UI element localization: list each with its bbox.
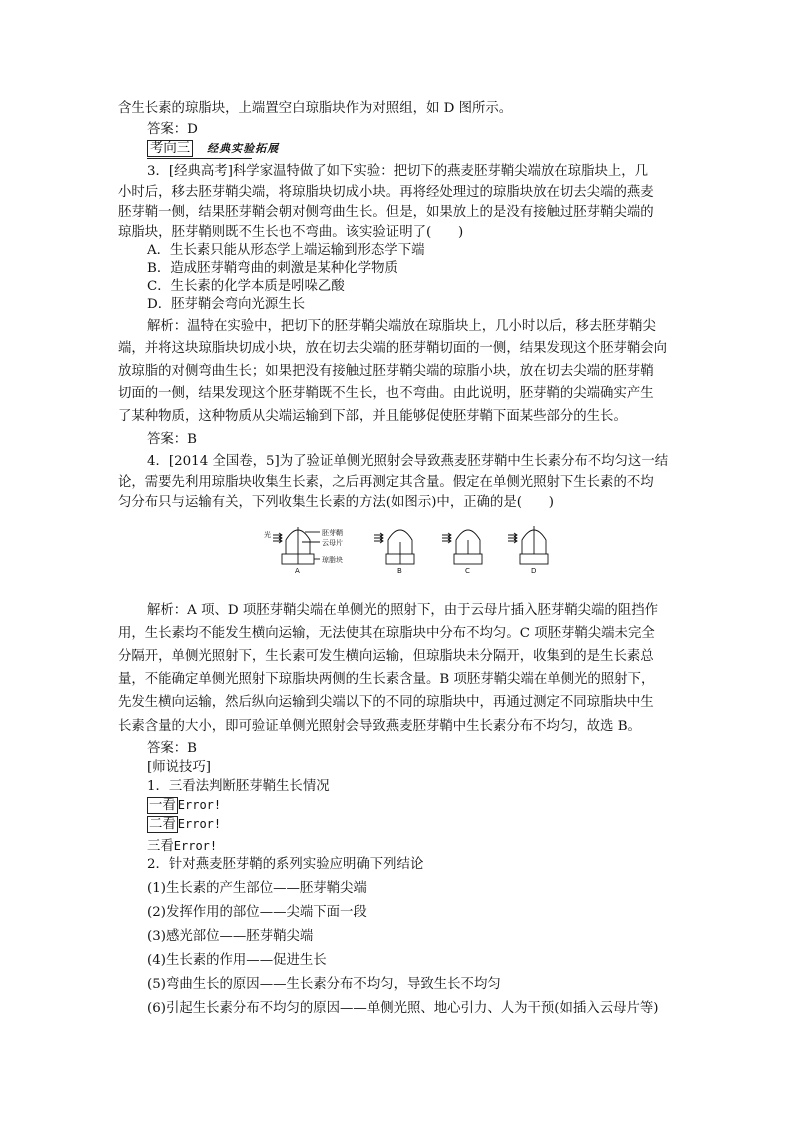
label-c: C [465,567,470,574]
conclusion-2: (2)发挥作用的部位——尖端下面一段 [147,905,367,920]
analysis-3-line: 放琼脂的对侧弯曲生长；如果把没有接触过胚芽鞘尖端的琼脂小块，放在切去尖端的胚芽鞘 [118,364,654,379]
analysis-4-line: 长素含量的大小，即可验证单侧光照射会导致燕麦胚芽鞘中生长素分布不均匀，故选 B。 [118,719,641,734]
label-mica: 云母片 [322,539,343,547]
conclusion-4: (4)生长素的作用——促进生长 [147,953,327,968]
tip-2: 2．针对燕麦胚芽鞘的系列实验应明确下列结论 [147,857,424,872]
text-line: 含生长素的琼脂块，上端置空白琼脂块作为对照组，如 D 图所示。 [118,101,513,116]
tip-1-third-look [147,837,217,856]
label-agar: 琼脂块 [322,556,343,564]
answer-line: 答案：B [147,432,198,447]
conclusion-5: (5)弯曲生长的原因——生长素分布不均匀，导致生长不均匀 [147,977,501,992]
diagram-b [374,530,414,574]
tip-1: 1．三看法判断胚芽鞘生长情况 [147,779,330,794]
option-c: C．生长素的化学本质是吲哚乙酸 [147,279,345,294]
question-4-line: 匀分布只与运输有关，下列收集生长素的方法(如图示)中，正确的是( ) [118,495,555,510]
option-d: D．胚芽鞘会弯向光源生长 [147,297,306,312]
analysis-3-line: 解析：温特在实验中，把切下的胚芽鞘尖端放在琼脂块上，几小时以后，移去胚芽鞘尖 [147,319,656,334]
answer-line: 答案：D [147,122,198,137]
third-look-label: 三看 [147,839,174,854]
option-b: B．造成胚芽鞘弯曲的刺激是某种化学物质 [147,261,398,276]
tip-1-second-look [147,815,221,834]
second-look-box: 二看 [149,817,176,832]
error-text: Error! [173,839,218,853]
conclusion-3: (3)感光部位——胚芽鞘尖端 [147,929,314,944]
analysis-3-line: 端，并将这块琼脂块切成小块，放在切去尖端的胚芽鞘切面的一侧，结果发现这个胚芽鞘会向 [118,341,668,356]
diagram-a [264,527,343,574]
section-tag [147,140,280,159]
label-d: D [531,567,537,574]
analysis-4-line: 用，生长素均不能发生横向运输，无法使其在琼脂块中分布不均匀。C 项胚芽鞘尖端未完全 [118,626,655,641]
light-label: 光 [264,531,271,539]
experiment-figure [258,522,558,574]
analysis-3-line: 切面的一侧，结果发现这个胚芽鞘既不生长，也不弯曲。由此说明，胚芽鞘的尖端确实产生 [118,386,654,401]
question-4-line: 论，需要先利用琼脂块收集生长素，之后再测定其含量。假定在单侧光照射下生长素的不均 [118,475,654,490]
answer-line: 答案：B [147,741,198,756]
analysis-4-line: 先发生横向运输，然后纵向运输到尖端以下的不同的琼脂块中，再通过测定不同琼脂块中生 [118,695,654,710]
conclusion-6: (6)引起生长素分布不均匀的原因——单侧光照、地心引力、人为干预(如插入云母片等) [147,1001,659,1016]
question-3-line: 3．[经典高考]科学家温特做了如下实验：把切下的燕麦胚芽鞘尖端放在琼脂块上，几 [147,164,649,179]
question-3-line: 小时后，移去胚芽鞘尖端，将琼脂块切成小块。再将经处理过的琼脂块放在切去尖端的燕麦 [118,185,654,200]
diagram-d [508,526,548,574]
tip-1-first-look [147,796,221,815]
section-tag-box: 考向三 [147,140,193,157]
error-text: Error! [177,798,222,812]
question-3-line: 胚芽鞘一侧，结果胚芽鞘会朝对侧弯曲生长。但是，如果放上的是没有接触过胚芽鞘尖端的 [118,205,654,220]
conclusion-1: (1)生长素的产生部位——胚芽鞘尖端 [147,881,367,896]
analysis-4-line: 解析：A 项、D 项胚芽鞘尖端在单侧光的照射下，由于云母片插入胚芽鞘尖端的阻挡作 [147,603,658,618]
diagram-c [442,530,482,574]
question-3-line: 琼脂块，胚芽鞘则既不生长也不弯曲。该实验证明了( ) [118,225,464,240]
analysis-4-line: 量，不能确定单侧光照射下琼脂块两侧的生长素含量。B 项胚芽鞘尖端在单侧光的照射下， [118,672,655,687]
option-a: A．生长素只能从形态学上端运输到形态学下端 [147,243,425,258]
label-sheath: 胚芽鞘 [322,529,343,537]
tips-heading: [师说技巧] [147,760,212,775]
section-tag-text: 经典实验拓展 [207,142,280,155]
first-look-box: 一看 [149,798,176,813]
question-4-line: 4．[2014 全国卷，5]为了验证单侧光照射会导致燕麦胚芽鞘中生长素分布不均匀这一结 [147,454,669,469]
label-a: A [295,567,300,574]
analysis-4-line: 分隔开，单侧光照射下，生长素可发生横向运输，但琼脂块未分隔开，收集到的是生长素总 [118,649,654,664]
label-b: B [397,567,402,574]
error-text: Error! [177,817,222,831]
analysis-3-line: 了某种物质，这种物质从尖端运输到下部，并且能够促使胚芽鞘下面某些部分的生长。 [118,409,627,424]
